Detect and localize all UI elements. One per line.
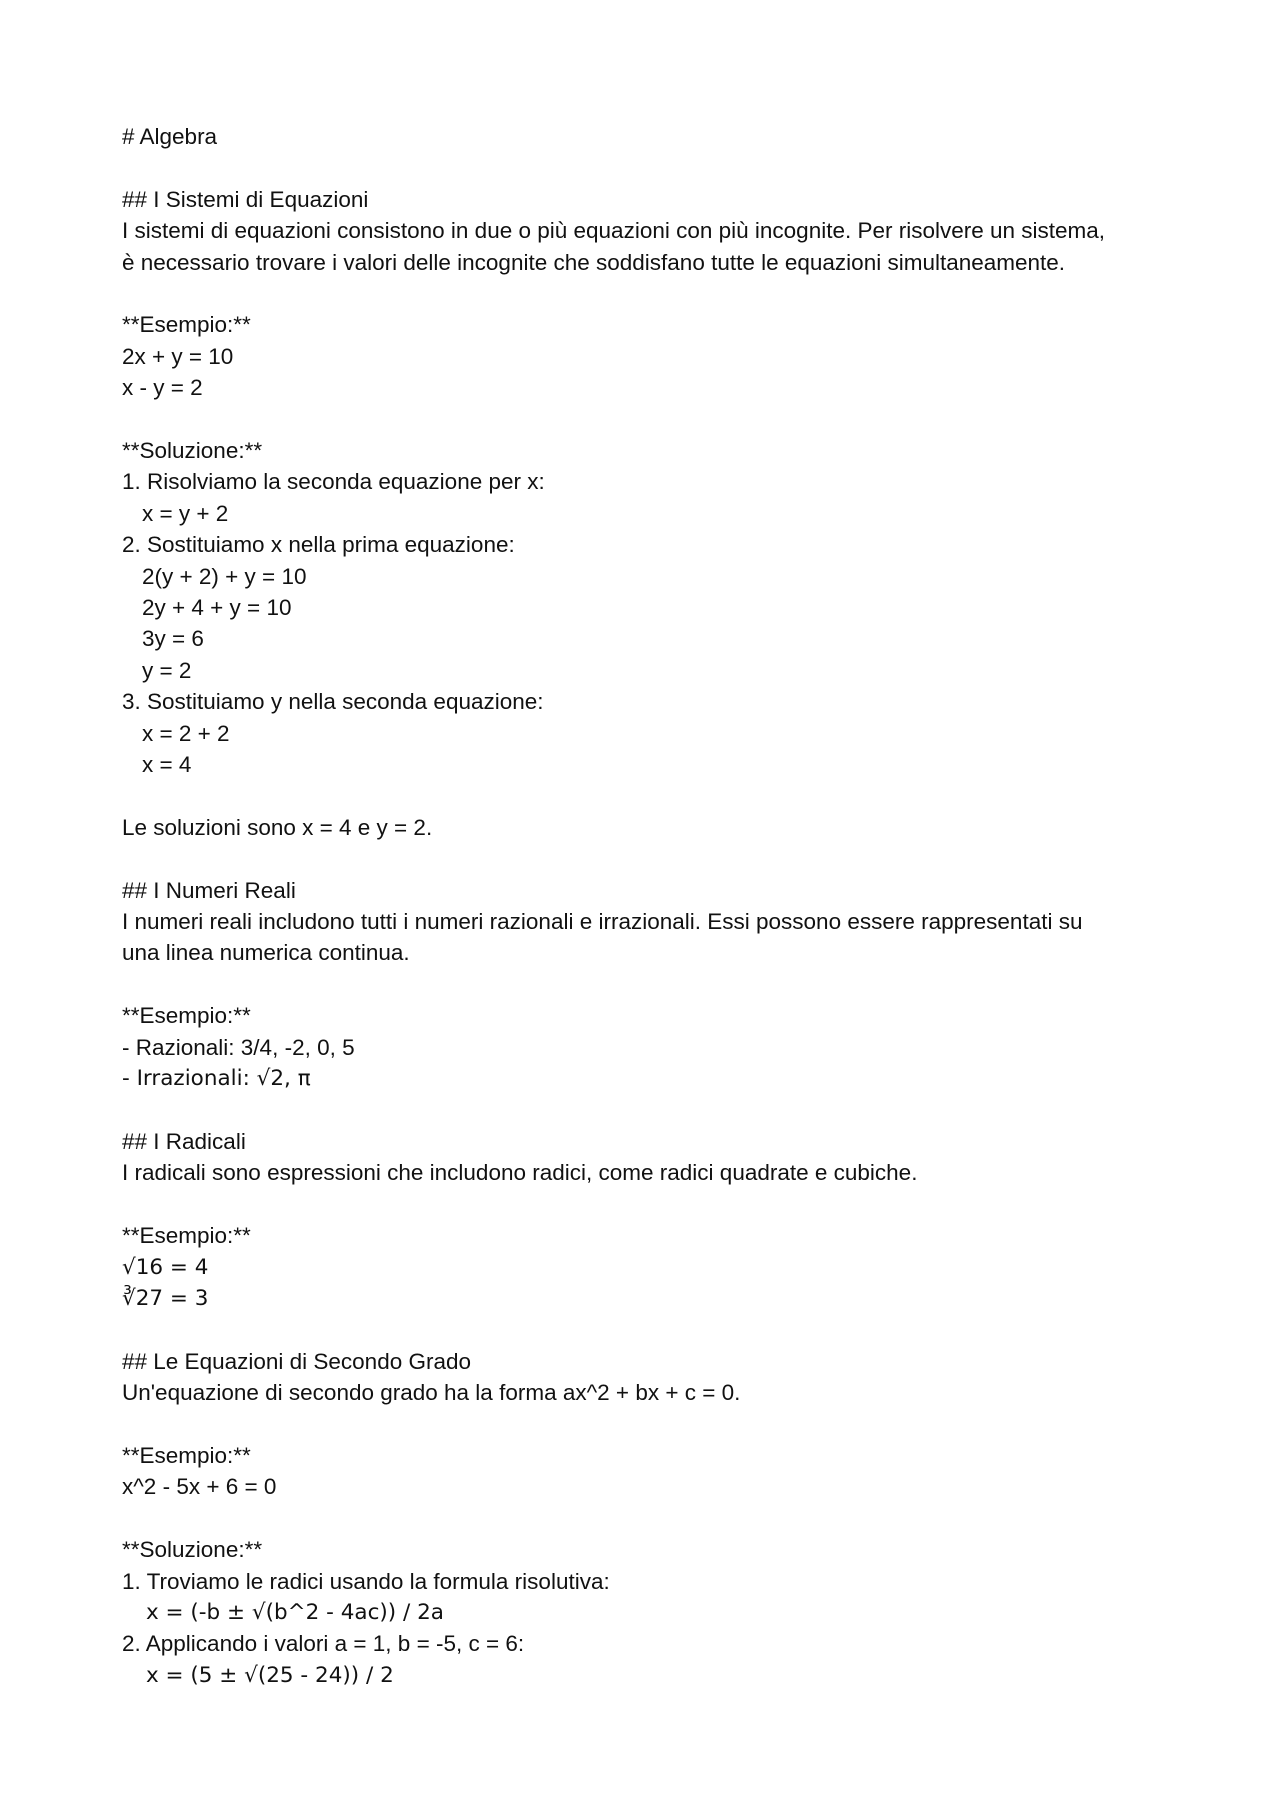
blank-line (122, 1189, 1182, 1220)
example-label: **Esempio:** (122, 1442, 251, 1468)
equation-line: √16 = 4 (122, 1254, 209, 1280)
paragraph-line: è necessario trovare i valori delle incognite che soddisfano tutte le equazioni simultaneamente. (122, 249, 1066, 275)
solution-label: **Soluzione:** (122, 438, 263, 464)
step-equation: x = (-b ± √(b^2 - 4ac)) / 2a (146, 1599, 444, 1625)
blank-line (122, 152, 1182, 183)
step-line: 1. Troviamo le radici usando la formula risolutiva: (122, 1568, 610, 1594)
section-heading-secondo-grado: ## Le Equazioni di Secondo Grado (122, 1348, 472, 1374)
step-equation: 3y = 6 (142, 626, 204, 652)
step-line: 3. Sostituiamo y nella seconda equazione: (122, 689, 544, 715)
step-equation: x = y + 2 (142, 500, 229, 526)
blank-line (122, 1095, 1182, 1126)
step-equation: 2y + 4 + y = 10 (142, 595, 292, 621)
paragraph-line: una linea numerica continua. (122, 940, 410, 966)
step-equation: 2(y + 2) + y = 10 (142, 563, 307, 589)
conclusion-line: Le soluzioni sono x = 4 e y = 2. (122, 814, 433, 840)
list-item: - Irrazionali: √2, π (122, 1066, 311, 1092)
blank-line (122, 843, 1182, 874)
step-line: 2. Applicando i valori a = 1, b = -5, c = 6: (122, 1631, 525, 1657)
step-equation: x = 2 + 2 (142, 720, 230, 746)
section-heading-numeri-reali: ## I Numeri Reali (122, 877, 296, 903)
blank-line (122, 780, 1182, 811)
list-item: - Razionali: 3/4, -2, 0, 5 (122, 1034, 355, 1060)
section-heading-radicali: ## I Radicali (122, 1128, 246, 1154)
step-equation: x = 4 (142, 752, 192, 778)
blank-line (122, 969, 1182, 1000)
equation-line: ∛27 = 3 (122, 1285, 209, 1311)
step-line: 2. Sostituiamo x nella prima equazione: (122, 532, 515, 558)
blank-line (122, 404, 1182, 435)
example-label: **Esempio:** (122, 1003, 251, 1029)
document-content (122, 121, 1182, 1691)
equation-line: x^2 - 5x + 6 = 0 (122, 1474, 277, 1500)
blank-line (122, 1409, 1182, 1440)
section-heading-sistemi: ## I Sistemi di Equazioni (122, 186, 369, 212)
example-label: **Esempio:** (122, 1223, 251, 1249)
paragraph-line: Un'equazione di secondo grado ha la forma ax^2 + bx + c = 0. (122, 1380, 741, 1406)
blank-line (122, 278, 1182, 309)
paragraph-line: I sistemi di equazioni consistono in due o più equazioni con più incognite. Per risolvere un sistema, (122, 218, 1106, 244)
step-line: 1. Risolviamo la seconda equazione per x: (122, 469, 545, 495)
example-label: **Esempio:** (122, 312, 251, 338)
equation-line: 2x + y = 10 (122, 343, 234, 369)
solution-label: **Soluzione:** (122, 1537, 263, 1563)
blank-line (122, 1314, 1182, 1345)
doc-title: # Algebra (122, 124, 218, 149)
equation-line: x - y = 2 (122, 375, 203, 401)
paragraph-line: I numeri reali includono tutti i numeri razionali e irrazionali. Essi possono essere rappresentati su (122, 909, 1083, 935)
blank-line (122, 1503, 1182, 1534)
paragraph-line: I radicali sono espressioni che includono radici, come radici quadrate e cubiche. (122, 1160, 918, 1186)
step-equation: x = (5 ± √(25 - 24)) / 2 (146, 1662, 394, 1688)
step-equation: y = 2 (142, 657, 192, 683)
